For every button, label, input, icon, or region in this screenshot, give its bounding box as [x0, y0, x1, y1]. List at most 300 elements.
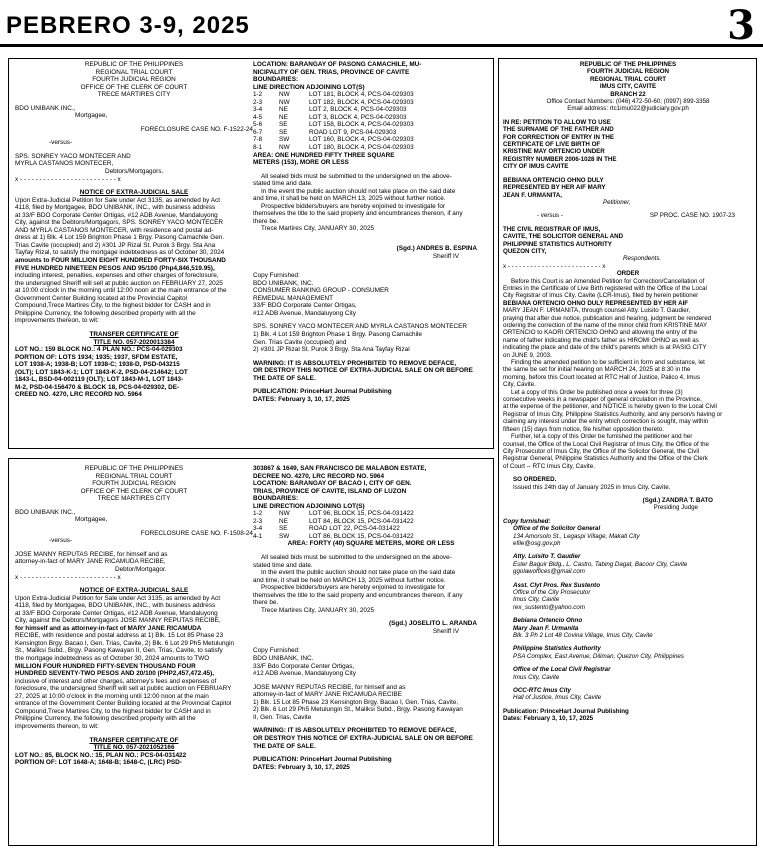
case-number: SP PROC. CASE NO. 1907-23 — [649, 212, 735, 220]
text-line: Office of the Local Civil Registrar — [513, 666, 611, 674]
text-line: LINE DIRECTION ADJOINING LOT(S) — [253, 502, 365, 510]
text-line: City Registrar of Imus City, Cavite (LCR-Imus), filed by herein petitioner — [503, 292, 699, 300]
text-line: Registrar General, Philippine Statistics Authority and the Office of the Clerk — [503, 455, 708, 463]
text-line: City, against the Debtors/Mortgagors, SPS. SONREY YACO MONTECER — [15, 219, 223, 227]
notice-2-right-column — [253, 465, 489, 843]
text-line: attorney-in-fact of MARY JANE RICAMUDA RECIBE, — [15, 558, 166, 566]
boundary-table — [253, 510, 489, 540]
text-line: 33/F Bdo Corporate Center Ortigas, — [253, 662, 355, 670]
text-line: Sheriff IV — [432, 627, 459, 635]
text-line: 3-4 — [253, 525, 263, 533]
copy-recipient — [513, 645, 753, 660]
text-line: improvements thereon, to wit: — [15, 722, 99, 730]
text-line: 2) #301 JP Rizal St. Purok 3 Brgy. Sta Ana Tayfay Rizal — [253, 346, 410, 354]
text-line: Prospective bidders/buyers are hereby enjoined to investigate for — [261, 202, 446, 210]
text-line: RECIBE, with residence and postal address at 1) Blk. 15 Lot 85 Phase 23 — [15, 632, 224, 640]
text-line: Imus City, Cavite — [513, 673, 560, 681]
text-line: LOT 160, BLOCK 4, PCS-04-029303 — [309, 136, 414, 144]
text-line: 3-4 — [253, 106, 263, 114]
copy-recipient — [513, 666, 753, 681]
boundary-row — [253, 129, 489, 137]
text-line: LOT 3, BLOCK 4, PCS-04-029303 — [309, 113, 407, 121]
copy-recipient — [513, 582, 753, 612]
sheriff-signature: (Sgd.) JOSELITO L. ARANDA — [388, 620, 477, 628]
text-line: 1) Blk. 4 Lot 159 Brighton Phase 1 Brgy. Pasong Camachile — [253, 330, 422, 338]
text-line: at 10:00 o'clock in the morning until 12:00 noon at the main entrance of the — [15, 287, 227, 295]
text-line: PORTION OF: LOTS 1934; 1935; 1937, SFDM ESTATE, — [15, 353, 178, 361]
text-line: Philippine Currency, the following described property with all the — [15, 715, 196, 723]
text-line: Dates: February 3, 10, 17, 2025 — [503, 715, 594, 723]
text-line: City, Cavite. — [503, 381, 536, 389]
text-line: LOT 96, BLOCK 15, PCS-04-031422 — [309, 510, 414, 518]
defendant: SPS. SONREY YACO MONTECER AND — [15, 152, 131, 160]
text-line: QUEZON CITY, — [503, 247, 547, 255]
court-header — [15, 465, 253, 503]
terms — [253, 554, 489, 614]
terms — [253, 173, 489, 233]
text-line: CERTIFICATE OF LIVE BIRTH OF — [503, 141, 601, 149]
text-line: FIVE HUNDRED NINETEEN PESOS AND 95/100 (Php4,846,519.95), — [15, 264, 215, 272]
contact-numbers: Office Contact Numbers: (046) 472-50-60; (0997) 899-3358 — [546, 98, 710, 106]
text-line: inclusive of interest and other charges, attorney's fees and expenses of — [15, 677, 217, 685]
text-line: Publication: PrinceHart Journal Publishing — [503, 707, 629, 715]
text-line: Imus City, Cavite — [513, 596, 560, 604]
case-number: FORECLOSURE CASE NO. F-1522-24 — [140, 125, 253, 133]
text-line: SE — [279, 525, 288, 533]
notice-body — [15, 595, 253, 731]
text-line: Debtors/Mortgagors. — [105, 168, 164, 176]
text-line: Ester Baguir Bldg., L. Castro, Tabing Dagat, Bacoor City, Cavite — [513, 560, 688, 568]
text-line: 6-7 — [253, 128, 263, 136]
text-line: at 33/F BDO Corporate Center Ortigas, #12 ADB Avenue, Mandaluyong — [15, 609, 218, 617]
text-line: ggolawoffices@gmail.com — [513, 568, 585, 576]
text-line: In the event the public auction should not take place on the said date — [261, 569, 456, 577]
text-line: consecutive weeks in a newspaper of general circulation in the Province, — [503, 396, 702, 404]
text-line: Petitioner, — [603, 198, 631, 206]
text-line: counsel, the Office of the Local Civil Registrar of Imus City, the Office of the — [503, 440, 709, 448]
text-line: CAVITE, THE SOLICITOR GENERAL AND — [503, 233, 624, 241]
lot-description — [15, 346, 253, 399]
text-line: M-2, PSD-04-156470 & BLOCK 18, PCS-04-029302, DE- — [15, 383, 180, 391]
notice-body — [15, 197, 253, 325]
text-line: THE CIVIL REGISTRAR OF IMUS, — [503, 225, 601, 233]
text-line: PHILIPPINE STATISTICS AUTHORITY — [503, 240, 612, 248]
text-line: themselves the title to the said property and encumbrances thereon, if any — [253, 591, 463, 599]
notice-title: NOTICE OF EXTRA-JUDICIAL SALE — [79, 189, 189, 197]
boundary-row — [253, 99, 489, 107]
lot-description — [15, 752, 253, 767]
text-line: at 33/F BDO Corporate Center Ortigas, #12 ADB Avenue, Mandaluyong — [15, 211, 218, 219]
text-line: Copy Furnished: — [253, 647, 300, 655]
text-line: Trias Cavite (occupied) and 2) #301 JP Rizal St. Purok 3 Brgy. Sta Ana — [15, 241, 216, 249]
copy-furnished — [253, 647, 489, 721]
text-line: NE — [279, 517, 288, 525]
copy-recipient — [513, 617, 753, 639]
text-line: Atty. Luisito T. Gaudier — [513, 553, 581, 561]
text-line: Respondents. — [623, 255, 662, 263]
text-line: NW — [279, 98, 290, 106]
text-line: DATES: February 3, 10, 17, 2025 — [253, 763, 350, 771]
text-line: 5-6 — [253, 121, 263, 129]
text-line: Prospective bidders/buyers are hereby enjoined to investigate for — [261, 584, 446, 592]
text-line: Kensington Brgy. Bacao I, Gen. Trias, Cavite, 2) Blk. 6 Lot 29 Ph5 Metulungin — [15, 639, 235, 647]
text-line: name of father indicating the child's father as HIROMI OHNO as well as — [503, 336, 699, 344]
text-line: REPUBLIC OF THE PHILIPPINES — [579, 61, 677, 68]
text-line: LOT 158, BLOCK 4, PCS-04-029303 — [309, 121, 414, 129]
text-line: Debtor/Mortgagor. — [115, 566, 167, 574]
text-line: MILLION FOUR HUNDRED FIFTY-SEVEN THOUSAND FOUR — [15, 662, 196, 670]
text-line: AREA: FORTY (40) SQUARE METERS, MORE OR LESS — [287, 540, 455, 548]
text-line: SPS. SONREY YACO MONTECER AND MYRLA CASTANOS MONTECER — [253, 323, 468, 331]
text-line: AREA: ONE HUNDRED FIFTY THREE SQUARE — [253, 151, 395, 159]
text-line: #12 ADB Avenue, Mandaluyong City — [253, 309, 356, 317]
copy-recipient — [513, 525, 753, 547]
text-line: OCC-RTC Imus City — [513, 687, 571, 695]
text-line: REPUBLIC OF THE PHILIPPINES — [84, 61, 184, 68]
text-line: Trece Martires City, JANUARY 30, 2025 — [261, 606, 375, 614]
petition-title — [503, 119, 753, 171]
notice-1-right-column — [253, 61, 489, 446]
text-line: REMEDIAL MANAGEMENT — [253, 294, 334, 302]
copy-furnished-head: Copy furnished: — [503, 517, 551, 525]
text-line: #12 ADB Avenue, Mandaluyong City — [253, 670, 356, 678]
text-line: NICIPALITY OF GEN. TRIAS, PROVINCE OF CAVITE — [253, 68, 410, 76]
text-line: THE SURNAME OF THE FATHER AND — [503, 126, 614, 134]
text-line: praying that after due notice, publication and hearing, judgment be rendered — [503, 314, 712, 322]
text-line: 303867 & 1649, SAN FRANCISCO DE MALABON ESTATE, — [253, 465, 427, 472]
boundary-row — [253, 533, 489, 541]
boundary-row — [253, 121, 489, 129]
text-line: Government Center Building located at the Provincial Capitol — [15, 294, 187, 302]
text-line: there be. — [253, 599, 279, 607]
text-line: LOT 84, BLOCK 15, PCS-04-031422 — [309, 517, 414, 525]
text-line: TITLE NO. 057-2020013384 — [93, 338, 175, 346]
text-line: THE DATE OF SALE. — [253, 742, 316, 750]
text-line: 1-2 — [253, 510, 263, 518]
text-line: 8-1 — [253, 144, 263, 152]
text-line: fifteen (15) days from notice, file his/her opposition thereto. — [503, 425, 664, 433]
text-line: All sealed bids must be submitted to the undersigned on the above- — [261, 172, 452, 180]
text-line: LOT 2, BLOCK 4, PCS-04-029303 — [309, 106, 407, 114]
text-line: Upon Extra-Judicial Petition for Sale under Act 3135, as amended by Act — [15, 196, 220, 204]
boundary-row — [253, 144, 489, 152]
text-line: of Court -- RTC Imus City, Cavite. — [503, 462, 595, 470]
judge-signature: (Sgd.) ZANDRA T. BATO — [642, 496, 713, 504]
text-line: FOR CORRECTION OF ENTRY IN THE — [503, 133, 615, 141]
text-line: Blk. 3 Ph 2 Lot 48 Covina Village, Imus City, Cavite — [513, 632, 653, 640]
text-line: CONSUMER BANKING GROUP - CONSUMER — [253, 287, 389, 295]
text-line: foreclosure, the undersigned Sheriff will sell at public auction on FEBRUARY — [15, 685, 232, 693]
defendant: JOSE MANNY REPUTAS RECIBE, for himself and as — [15, 550, 168, 558]
petitioner — [503, 177, 753, 199]
text-line: PSA Complex, East Avenue, Diliman, Quezon City, Philippines — [513, 652, 684, 660]
text-line: ROAD LOT 9, PCS-04-029303 — [309, 128, 397, 136]
text-line: including interest, penalties, expenses and other charges of foreclosure, — [15, 272, 219, 280]
boundary-row — [253, 525, 489, 533]
area — [253, 152, 489, 167]
text-line: SW — [279, 532, 290, 540]
text-line: Let a copy of this Order be published once a week for three (3) — [511, 388, 683, 396]
text-line: HUNDRED SEVENTY-TWO PESOS AND 20/100 (PHP2,457,472.45), — [15, 670, 215, 678]
text-line: NE — [279, 113, 288, 121]
text-line: Entries in the Certificate of Live Birth registered with the Office of the Local — [503, 284, 707, 292]
text-line: morning, before this Court located at RTC Hall of Justice, Palico 4, Imus — [503, 373, 700, 381]
text-line: -versus- — [49, 139, 73, 147]
boundary-table — [253, 91, 489, 151]
text-line: 4-1 — [253, 532, 263, 540]
text-line: JEAN F. URMANITA, — [503, 191, 563, 199]
text-line: REGIONAL TRIAL COURT — [589, 75, 667, 83]
text-line: amounts to FOUR MILLION EIGHT HUNDRED FORTY-SIX THOUSAND — [15, 257, 226, 265]
sheriff-signature: (Sgd.) ANDRES B. ESPINA — [396, 245, 477, 253]
text-line: OR DESTROY THIS NOTICE OF EXTRA-JUDICIAL SALE ON OR BEFORE — [253, 367, 473, 375]
text-line: Registrar of Imus City, Philippine Statistics Authority, and any person/s having or — [503, 410, 723, 418]
text-line: TRIAS, PROVINCE OF CAVITE, ISLAND OF LUZON — [253, 487, 407, 495]
area — [253, 540, 489, 548]
text-line: and time, it shall be held on MARCH 13, 2025 without further notice. — [253, 195, 446, 203]
order-title: ORDER — [616, 270, 640, 278]
tct-label: TRANSFER CERTIFICATE OF — [89, 736, 179, 744]
text-line: -versus- — [49, 537, 73, 545]
text-line: Philippine Currency, the following described property with all the — [15, 309, 196, 317]
text-line: City Prosecutor of Imus City, the Office of the Solicitor General, the Civil — [503, 447, 700, 455]
text-line: Upon Extra-Judicial Petition for Sale under Act 3135, as amended by Act — [15, 594, 220, 602]
notice-title: NOTICE OF EXTRA-JUDICIAL SALE — [79, 587, 189, 595]
text-line: LOCATION: BARANGAY OF PASONG CAMACHILE, MU- — [253, 61, 422, 68]
text-line: REPUBLIC OF THE PHILIPPINES — [84, 465, 184, 472]
text-line: indicating the place and date of the child's parents which is at PASIG CITY — [503, 344, 707, 352]
text-line: at the expense of the petitioner, and NOTICE is hereby given to the Local Civil — [503, 403, 717, 411]
text-line: Copy Furnished: — [253, 272, 300, 280]
text-line: NW — [279, 510, 290, 518]
location — [253, 61, 489, 91]
text-line: II, Gen. Trias, Cavite — [253, 713, 312, 721]
text-line: 4118, filed by Mortgagee, BDO UNIBANK, INC., with business address — [15, 204, 216, 212]
text-line: JOSE MANNY REPUTAS RECIBE, for himself and as — [253, 683, 406, 691]
publication — [253, 388, 489, 403]
plaintiff: BDO UNIBANK INC., — [15, 508, 76, 516]
text-line: TRECE MARTIRES CITY — [97, 91, 171, 99]
text-line: LOT 181, BLOCK 4, PCS-04-029303 — [309, 91, 414, 99]
email-address: Email address: rtc1imu022@judiciary.gov.ph — [567, 105, 689, 113]
text-line: Mortgagee, — [75, 516, 108, 524]
text-line: Hall of Justice, Imus City, Cavite — [513, 694, 602, 702]
text-line: THE DATE OF SALE. — [253, 374, 316, 382]
text-line: LOT NO.: 159 BLOCK NO.: 4 PLAN NO.: PCS-04-029303 — [15, 346, 183, 354]
text-line: 1843-L, BSD-04-002119 (OLT); LOT 1843-M-1, LOT 1843- — [15, 376, 184, 384]
text-line: entrance of the Government Center Building located at the Provincial Capitol — [15, 700, 232, 708]
notice-1-left-column — [15, 61, 253, 446]
boundary-row — [253, 114, 489, 122]
text-line: 1-2 — [253, 91, 263, 99]
text-line: x - - - - - - - - - - - - - - - - - - - - - - - - - x — [15, 175, 121, 183]
copy-furnished-list — [503, 525, 753, 702]
text-line: 2-3 — [253, 98, 263, 106]
text-line: WARNING: IT IS ABSOLUTELY PROHIBITED TO REMOVE DEFACE, — [253, 359, 457, 367]
text-line: LOT 86, BLOCK 15, PCS-04-031422 — [309, 532, 414, 540]
order-body — [503, 278, 753, 471]
warning — [253, 727, 489, 750]
text-line: BDO UNIBANK, INC. — [253, 655, 314, 663]
text-line: 134 Amorsolo St., Legaspi Village, Makati City — [513, 532, 640, 540]
text-line: AND MYRLA CASTANOS MONTECER, with residence and postal ad- — [15, 226, 214, 234]
text-line: All sealed bids must be submitted to the undersigned on the above- — [261, 554, 452, 562]
boundary-row — [253, 106, 489, 114]
text-line: efile@osg.gov.ph — [513, 539, 561, 547]
text-line: NW — [279, 91, 290, 99]
text-line: REGIONAL TRIAL COURT — [95, 68, 173, 76]
location — [253, 465, 489, 510]
text-line: Before this Court is an Amended Petition for Correction/Cancellation of — [511, 277, 705, 285]
text-line: REGISTRY NUMBER 2006-1028 IN THE — [503, 155, 617, 163]
text-line: ordering the correction of the name of the minor child from KRISTINE MAY — [503, 322, 708, 329]
text-line: 33/F BDO Corporate Center Ortigas, — [253, 302, 357, 310]
text-line: Bebiana Ortencio Ohno — [513, 617, 583, 625]
text-line: Office of the Solicitor General — [513, 525, 601, 533]
text-line: there be. — [253, 217, 279, 225]
text-line: LOT 180, BLOCK 4, PCS-04-029303 — [309, 144, 414, 152]
text-line: IMUS CITY, CAVITE — [599, 83, 657, 91]
text-line: REPRESENTED BY HER AIF MARY — [503, 184, 606, 192]
text-line: DATES: February 3, 10, 17, 2025 — [253, 395, 350, 403]
text-line: LOT 1938-A; 1938-B; LOT 1938-C; 1938-D, PSD-043215 — [15, 361, 180, 369]
text-line: SE — [279, 128, 288, 136]
text-line: Presiding Judge — [653, 504, 698, 512]
text-line: PUBLICATION: PrinceHart Journal Publishing — [253, 388, 392, 396]
text-line: PORTION OF: LOT 1648-A; 1648-B; 1648-C, (LRC) PSD- — [15, 759, 182, 767]
publication — [503, 708, 753, 723]
text-line: ORTENCIO to KAORI ORTENCIO OHNO and allowing the entry of the — [503, 329, 698, 337]
copy-recipient — [513, 553, 753, 575]
text-line: Mary Jean F. Urmanita — [513, 624, 579, 632]
text-line: FOURTH JUDICIAL REGION — [586, 68, 670, 76]
tct-label: TRANSFER CERTIFICATE OF — [89, 330, 179, 338]
order-column — [503, 61, 753, 843]
text-line: IN RE: PETITION TO ALLOW TO USE — [503, 118, 611, 126]
text-line: 4-5 — [253, 113, 263, 121]
court-header — [503, 61, 753, 98]
text-line: ROAD LOT 22, PCS-04-031422 — [309, 525, 400, 533]
text-line: stated time and date. — [253, 180, 313, 188]
text-line: St., Maliksi Subd., Brgy. Pasong Kawayan II, Gen. Trias, Cavite, to satisfy — [15, 647, 223, 655]
text-line: OR DESTROY THIS NOTICE OF EXTRA-JUDICIAL SALE ON OR BEFORE — [253, 734, 473, 742]
text-line: Asst. Clyt Pros. Rex Sustento — [513, 581, 600, 589]
text-line: NE — [279, 106, 288, 114]
text-line: Philippine Statistics Authority — [513, 645, 601, 653]
page-header — [0, 0, 763, 50]
issue-date: PEBRERO 3-9, 2025 — [6, 12, 250, 39]
text-line: SW — [279, 136, 290, 144]
warning — [253, 360, 489, 383]
text-line: themselves the title to the said property and encumbrances thereon, if any — [253, 210, 463, 218]
respondents — [503, 226, 753, 256]
text-line: Gen. Trias Cavite (occupied) and — [253, 338, 347, 346]
text-line: City, against the Debtors/Mortgagors JOSE MANNY REPUTAS RECIBE, — [15, 617, 221, 625]
text-line: Office of the City Prosecutor — [513, 589, 591, 596]
text-line: BOUNDARIES: — [253, 76, 299, 84]
plaintiff: BDO UNIBANK INC., — [15, 104, 76, 112]
text-line: claiming any interest under the entry which correction is sought, may within — [503, 418, 709, 426]
text-line: (OLT); LOT 1843-K-1; LOT 1843-K-2, PSD-04-214642; LOT — [15, 368, 188, 376]
text-line: and time, it shall be held on MARCH 13, 2025 without further notice. — [253, 576, 446, 584]
text-line: BRANCH 22 — [610, 90, 646, 98]
case-line — [503, 212, 753, 219]
text-line: improvements thereon, to wit: — [15, 317, 99, 325]
text-line: DECREE NO. 4270, LRC RECORD NO. 5964 — [253, 472, 385, 480]
text-line: NW — [279, 144, 290, 152]
text-line: LOT NO.: 85, BLOCK NO.: 15, PLAN NO.: PCS-04-031422 — [15, 751, 187, 759]
text-line: MYRLA CASTANOS MONTECER, — [15, 160, 114, 168]
text-line: rex_sustento@yahoo.com — [513, 603, 585, 611]
case-number: FORECLOSURE CASE NO. F-1508-24 — [140, 529, 253, 537]
text-line: x - - - - - - - - - - - - - - - - - - - - - - - - - x — [15, 573, 121, 581]
text-line: REGIONAL TRIAL COURT — [95, 472, 173, 480]
copy-recipient — [513, 687, 753, 702]
text-line: - versus - — [537, 212, 563, 220]
text-line: OFFICE OF THE CLERK OF COURT — [80, 83, 188, 91]
page-number: 3 — [727, 2, 755, 49]
text-line: 2) Blk. 6 Lot 29 Ph5 Metulungin St., Maliksi Subd., Brgy. Pasong Kawayan — [253, 706, 463, 714]
court-header — [15, 61, 253, 99]
text-line: CREED NO. 4270, LRC RECORD NO. 5964 — [15, 391, 142, 399]
text-line: METERS (153), MORE OR LESS — [253, 159, 349, 167]
copy-furnished — [253, 272, 489, 353]
boundary-row — [253, 91, 489, 99]
text-line: FOURTH JUDICIAL REGION — [92, 480, 176, 488]
text-line: WARNING: IT IS ABSOLUTELY PROHIBITED TO REMOVE DEFACE, — [253, 727, 457, 735]
text-line: the undersigned Sheriff will sell at public auction on FEBRUARY 27, 2025 — [15, 279, 223, 287]
text-line: OFFICE OF THE CLERK OF COURT — [80, 487, 188, 495]
text-line: BOUNDARIES: — [253, 495, 299, 503]
text-line: stated time and date. — [253, 561, 313, 569]
text-line: 2-3 — [253, 517, 263, 525]
text-line: Further, let a copy of this Order be furnished the petitioner and her — [511, 433, 693, 441]
notice-2-left-column — [15, 465, 253, 843]
text-line: dress at 1) Blk. 4 Lot 159 Brighton Phase 1 Brgy. Pasong Camachile Gen. — [15, 234, 225, 242]
text-line: attorney-in-fact of MARY JANE RICAMUDA RECIBE — [253, 691, 402, 699]
text-line: LOT 182, BLOCK 4, PCS-04-029303 — [309, 98, 414, 106]
boundary-row — [253, 510, 489, 518]
text-line: BEBIANA ORTENCIO OHNO DULY — [503, 176, 604, 184]
text-line: KRISTINE MAY ORTENCIO UNDER — [503, 148, 605, 156]
text-line: Tayfay Rizal, to satisfy the mortgage indebtedness as of October 30, 2024 — [15, 249, 225, 257]
text-line: LINE DIRECTION ADJOINING LOT(S) — [253, 83, 365, 91]
so-ordered: SO ORDERED. — [513, 476, 557, 484]
text-line: TITLE NO. 057-2021052166 — [93, 744, 175, 752]
text-line: LOCATION: BARANGAY OF BACAO I, CITY OF GEN. — [253, 480, 412, 488]
text-line: FOURTH JUDICIAL REGION — [92, 76, 176, 84]
text-line: 4118, filed by Mortgagee, BDO UNIBANK, INC., with business address — [15, 602, 216, 610]
text-line: In the event the public auction should not take place on the said date — [261, 187, 456, 195]
text-line: on JUNE 9, 2003. — [503, 351, 552, 359]
text-line: CITY OF IMUS CAVITE — [503, 163, 569, 171]
text-line: Mortgagee, — [75, 112, 108, 120]
text-line: MARY JEAN F. URMANITA, through counsel Atty. Luisito T. Gaudier, — [503, 307, 691, 315]
header-rule — [0, 44, 763, 47]
publication — [253, 756, 489, 771]
text-line: 1) Blk. 15 Lot 85 Phase 23 Kensington Brgy. Bacao I, Gen. Trias, Cavite, — [253, 698, 459, 706]
text-line: BEBIANA ORTENCIO OHNO DULY REPRESENTED BY HER AIF — [503, 299, 689, 307]
boundary-row — [253, 518, 489, 526]
text-line: 7-8 — [253, 136, 263, 144]
text-line: SE — [279, 121, 288, 129]
text-line: Finding the amended petition to be sufficient in form and substance, let — [511, 359, 705, 367]
text-line: 27, 2025 at 10:00 o'clock in the morning until 12:00 noon at the main — [15, 692, 209, 700]
text-line: x - - - - - - - - - - - - - - - - - - - - - - - - - x — [503, 262, 606, 270]
text-line: Compound,Trece Martires City, to the highest bidder for CASH and in — [15, 302, 211, 310]
text-line: Compound,Trece Martires City, to the highest bidder for CASH and in — [15, 707, 211, 715]
text-line: TRECE MARTIRES CITY — [97, 495, 171, 503]
